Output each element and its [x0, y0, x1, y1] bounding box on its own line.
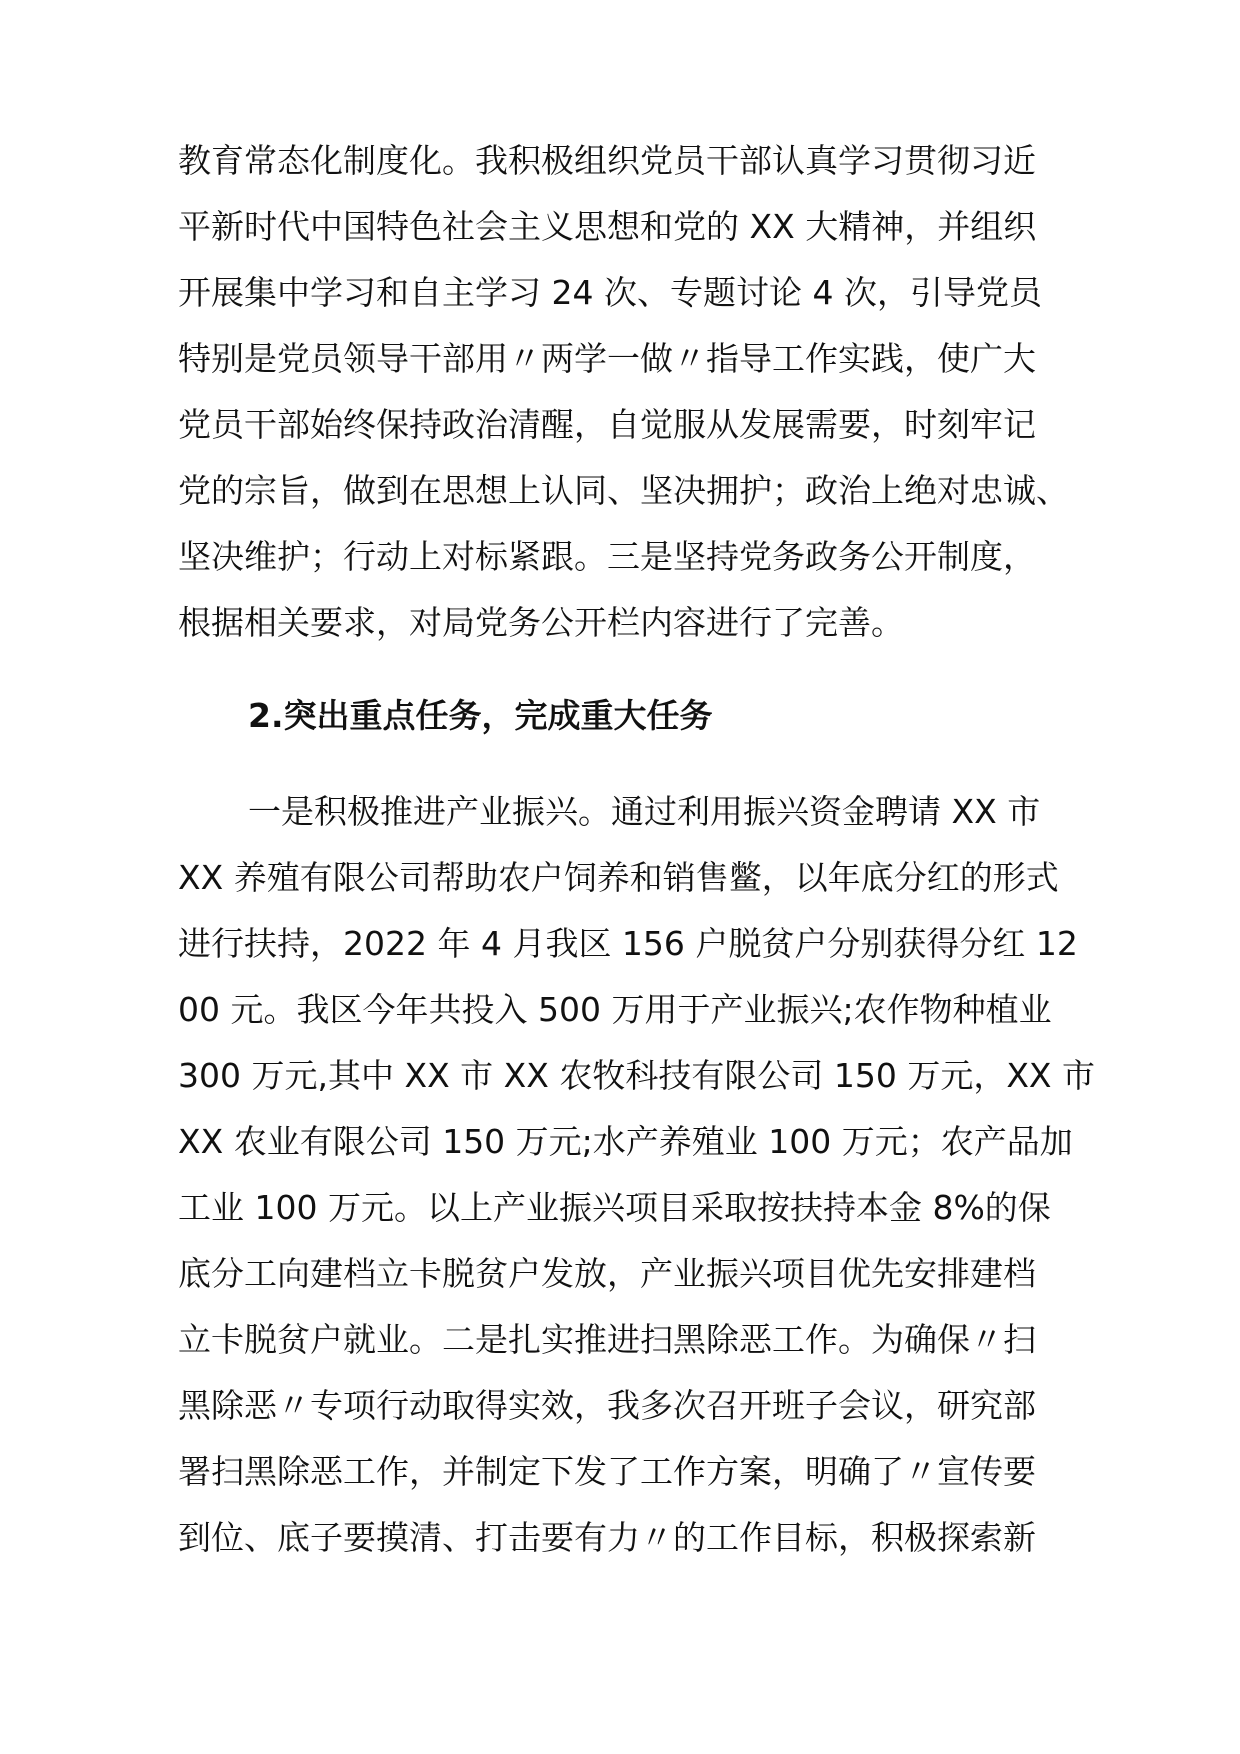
paragraph-line: 署扫黑除恶工作，并制定下发了工作方案，明确了〃宣传要: [178, 1452, 1036, 1491]
paragraph-1: [178, 128, 1078, 656]
paragraph-line: XX 农业有限公司 150 万元;水产养殖业 100 万元；农产品加: [178, 1122, 1073, 1161]
paragraph-line: 党的宗旨，做到在思想上认同、坚决拥护；政治上绝对忠诚、: [178, 471, 1069, 510]
paragraph-line: 教育常态化制度化。我积极组织党员干部认真学习贯彻习近: [178, 141, 1036, 180]
paragraph-line: 底分工向建档立卡脱贫户发放，产业振兴项目优先安排建档: [178, 1254, 1036, 1293]
paragraph-line: 一是积极推进产业振兴。通过利用振兴资金聘请 XX 市: [248, 792, 1041, 831]
paragraph-line: 根据相关要求，对局党务公开栏内容进行了完善。: [178, 603, 904, 642]
paragraph-line: 黑除恶〃专项行动取得实效，我多次召开班子会议，研究部: [178, 1386, 1036, 1425]
section-heading-block: [178, 683, 1078, 749]
paragraph-line: 平新时代中国特色社会主义思想和党的 XX 大精神，并组织: [178, 207, 1037, 246]
paragraph-line: 00 元。我区今年共投入 500 万用于产业振兴;农作物种植业: [178, 990, 1052, 1029]
paragraph-line: 坚决维护；行动上对标紧跟。三是坚持党务政务公开制度，: [178, 537, 1036, 576]
paragraph-line: 党员干部始终保持政治清醒，自觉服从发展需要，时刻牢记: [178, 405, 1036, 444]
paragraph-line: 特别是党员领导干部用〃两学一做〃指导工作实践，使广大: [178, 339, 1036, 378]
paragraph-line: XX 养殖有限公司帮助农户饲养和销售鳖，以年底分红的形式: [178, 858, 1059, 897]
section-heading: 2.突出重点任务，完成重大任务: [248, 696, 713, 735]
paragraph-line: 立卡脱贫户就业。二是扎实推进扫黑除恶工作。为确保〃扫: [178, 1320, 1036, 1359]
paragraph-line: 开展集中学习和自主学习 24 次、专题讨论 4 次，引导党员: [178, 273, 1042, 312]
paragraph-line: 进行扶持，2022 年 4 月我区 156 户脱贫户分别获得分红 12: [178, 924, 1078, 963]
paragraph-line: 300 万元,其中 XX 市 XX 农牧科技有限公司 150 万元，XX 市: [178, 1056, 1096, 1095]
paragraph-2: [178, 779, 1096, 1571]
paragraph-line: 到位、底子要摸清、打击要有力〃的工作目标，积极探索新: [178, 1518, 1036, 1557]
paragraph-line: 工业 100 万元。以上产业振兴项目采取按扶持本金 8%的保: [178, 1188, 1051, 1227]
